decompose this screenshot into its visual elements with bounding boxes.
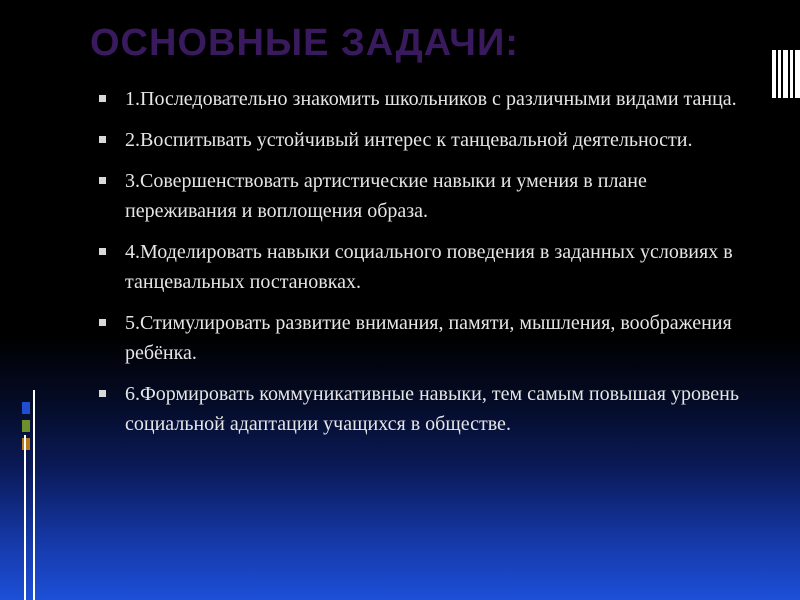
task-list xyxy=(95,84,760,450)
list-item-text: 5.Стимулировать развитие внимания, памяти, мышления, воображения ребёнка. xyxy=(125,312,732,364)
list-item-text: 4.Моделировать навыки социального поведения в заданных условиях в танцевальных постановках. xyxy=(125,241,733,293)
list-item xyxy=(95,308,760,368)
bullet-square-icon xyxy=(99,248,106,255)
list-item-text: 1.Последовательно знакомить школьников с различными видами танца. xyxy=(125,88,737,110)
bullet-square-icon xyxy=(99,390,106,397)
slide-title: ОСНОВНЫЕ ЗАДАЧИ: xyxy=(90,22,519,64)
list-item xyxy=(95,379,760,439)
list-item xyxy=(95,237,760,297)
list-item-text: 6.Формировать коммуникативные навыки, тем самым повышая уровень социальной адаптации учащихся в обществе. xyxy=(125,383,739,435)
bullet-square-icon xyxy=(99,136,106,143)
decorative-accent-left xyxy=(0,390,36,600)
bullet-square-icon xyxy=(99,177,106,184)
accent-line-inner xyxy=(24,435,26,600)
accent-line xyxy=(33,390,35,600)
list-item xyxy=(95,166,760,226)
list-item xyxy=(95,125,760,155)
list-item-text: 3.Совершенствовать артистические навыки и умения в плане переживания и воплощения образа. xyxy=(125,170,647,222)
accent-square-green xyxy=(22,420,30,432)
decorative-bars-right xyxy=(772,50,800,98)
list-item xyxy=(95,84,760,114)
list-item-text: 2.Воспитывать устойчивый интерес к танцевальной деятельности. xyxy=(125,129,693,151)
accent-square-blue xyxy=(22,402,30,414)
bullet-square-icon xyxy=(99,319,106,326)
bullet-square-icon xyxy=(99,95,106,102)
